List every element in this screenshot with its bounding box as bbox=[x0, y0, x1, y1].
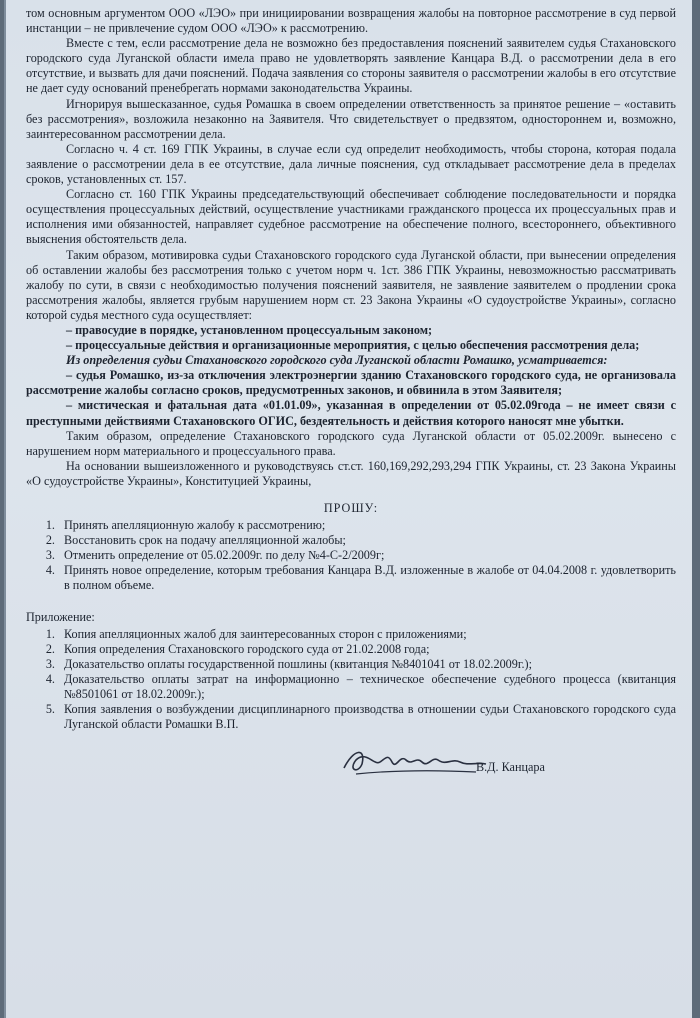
paragraph-1: том основным аргументом ООО «ЛЭО» при инициировании возвращения жалобы на повторное рассмотрение в суд первой инстанции – не привлечение судом ООО «ЛЭО» к рассмотрению. bbox=[26, 6, 676, 36]
list-item: 1. Принять апелляционную жалобу к рассмотрению; bbox=[58, 518, 676, 533]
list-item: 1. Копия апелляционных жалоб для заинтересованных сторон с приложениями; bbox=[58, 627, 676, 642]
appendix-title: Приложение: bbox=[26, 609, 95, 624]
paragraph-10: – судья Ромашко, из-за отключения электроэнергии зданию Стахановского городского суда, не организовала рассмотрение жалобы согласно сроков, предусмотренных законов, и обвинила в этом Заявителя; bbox=[26, 368, 676, 398]
paragraph-7: – правосудие в порядке, установленном процессуальным законом; bbox=[66, 322, 433, 337]
request-list bbox=[26, 518, 676, 593]
list-item: 2. Восстановить срок на подачу апелляционной жалобы; bbox=[58, 533, 676, 548]
appendix-list bbox=[26, 627, 676, 733]
paragraph-4: Согласно ч. 4 ст. 169 ГПК Украины, в случае если суд определит необходимость, чтобы сторона, которая подала заявление о рассмотрении дела в ее отсутствие, дала личные пояснения, суд откладывает рассмотрение дела в пределах сроков, установленных ст. 157. bbox=[26, 141, 676, 187]
paragraph-11: – мистическая и фатальная дата «01.01.09», указанная в определении от 05.02.09года – не имеет связи с преступными действиями Стахановского ОГИС, бездеятельность и действия которого наносят мне убытки. bbox=[26, 398, 676, 428]
list-item: 5. Копия заявления о возбуждении дисциплинарного производства в отношении судьи Стахановского городского суда Луганской области Ромашки В.П. bbox=[58, 702, 676, 732]
paragraph-9: Из определения судьи Стахановского городского суда Луганской области Ромашко, усматривается: bbox=[66, 353, 608, 368]
paragraph-5: Согласно ст. 160 ГПК Украины председательствующий обеспечивает соблюдение последовательности и порядка осуществления процессуальных действий, осуществление участниками гражданского процесса их процессуальных прав и исполнения ими обязанностей, направляет судебное рассмотрение на обеспечение полного, всестороннего, объективного выяснения обстоятельств дела. bbox=[26, 187, 676, 247]
document-body bbox=[26, 6, 676, 780]
list-item: 4. Принять новое определение, которым требования Канцара В.Д. изложенные в жалобе от 04.04.2008 г. удовлетворить в полном объеме. bbox=[58, 563, 676, 593]
paragraph-6: Таким образом, мотивировка судьи Стахановского городского суда Луганской области, при вынесении определения об оставлении жалобы без рассмотрения только с учетом норм ч. 1ст. 386 ГПК Украины, невозможностью рассматривать жалобу по сути, в связи с необходимостью получения пояснений заявителя, не заявление заявителем о продлении срока рассмотрения жалобы, является грубым нарушением норм ст. 23 Закона Украины «О судоустройстве Украины», согласно которой судья местного суда осуществляет: bbox=[26, 247, 676, 322]
paragraph-2: Вместе с тем, если рассмотрение дела не возможно без предоставления пояснений заявителем судья Стахановского городского суда Луганской области имела право не удовлетворять заявление Канцара В.Д. о рассмотрении дела в его отсутствие, и вызвать для дачи пояснений. Подача заявления со стороны заявителя о рассмотрении жалобы в его отсутствие не дает суду оснований пренебрегать нормами законодательства Украины. bbox=[26, 36, 676, 96]
list-item: 3. Доказательство оплаты государственной пошлины (квитанция №8401041 от 18.02.2009г.); bbox=[58, 657, 676, 672]
list-item: 4. Доказательство оплаты затрат на информационно – техническое обеспечение судебного процесса (квитанция №8501061 от 18.02.2009г.); bbox=[58, 672, 676, 702]
signatory-name: В.Д. Канцара bbox=[476, 760, 545, 775]
list-item: 3. Отменить определение от 05.02.2009г. по делу №4-С-2/2009г; bbox=[58, 548, 676, 563]
paragraph-13: На основании вышеизложенного и руководствуясь ст.ст. 160,169,292,293,294 ГПК Украины, ст. 23 Закона Украины «О судоустройстве Украины», Конституцией Украины, bbox=[26, 458, 676, 488]
paragraph-12: Таким образом, определение Стахановского городского суда Луганской области от 05.02.2009г. вынесено с нарушением норм материального и процессуального права. bbox=[26, 428, 676, 458]
document-page bbox=[6, 0, 692, 1018]
paragraph-3: Игнорируя вышесказанное, судья Ромашка в своем определении ответственность за принятое решение – «оставить без рассмотрения», возложила незаконно на Заявителя. Что свидетельствует о предвзятом, одностороннем и, возможно, заинтересованном рассмотрении дела. bbox=[26, 96, 676, 141]
signature-block bbox=[26, 740, 676, 780]
request-title: ПРОШУ: bbox=[323, 501, 379, 515]
right-page-edge bbox=[692, 0, 700, 1018]
paragraph-8: – процессуальные действия и организационные мероприятия, с целью обеспечения рассмотрения дела; bbox=[66, 338, 640, 353]
list-item: 2. Копия определения Стахановского городского суда от 21.02.2008 года; bbox=[58, 642, 676, 657]
left-page-edge bbox=[0, 0, 4, 1018]
